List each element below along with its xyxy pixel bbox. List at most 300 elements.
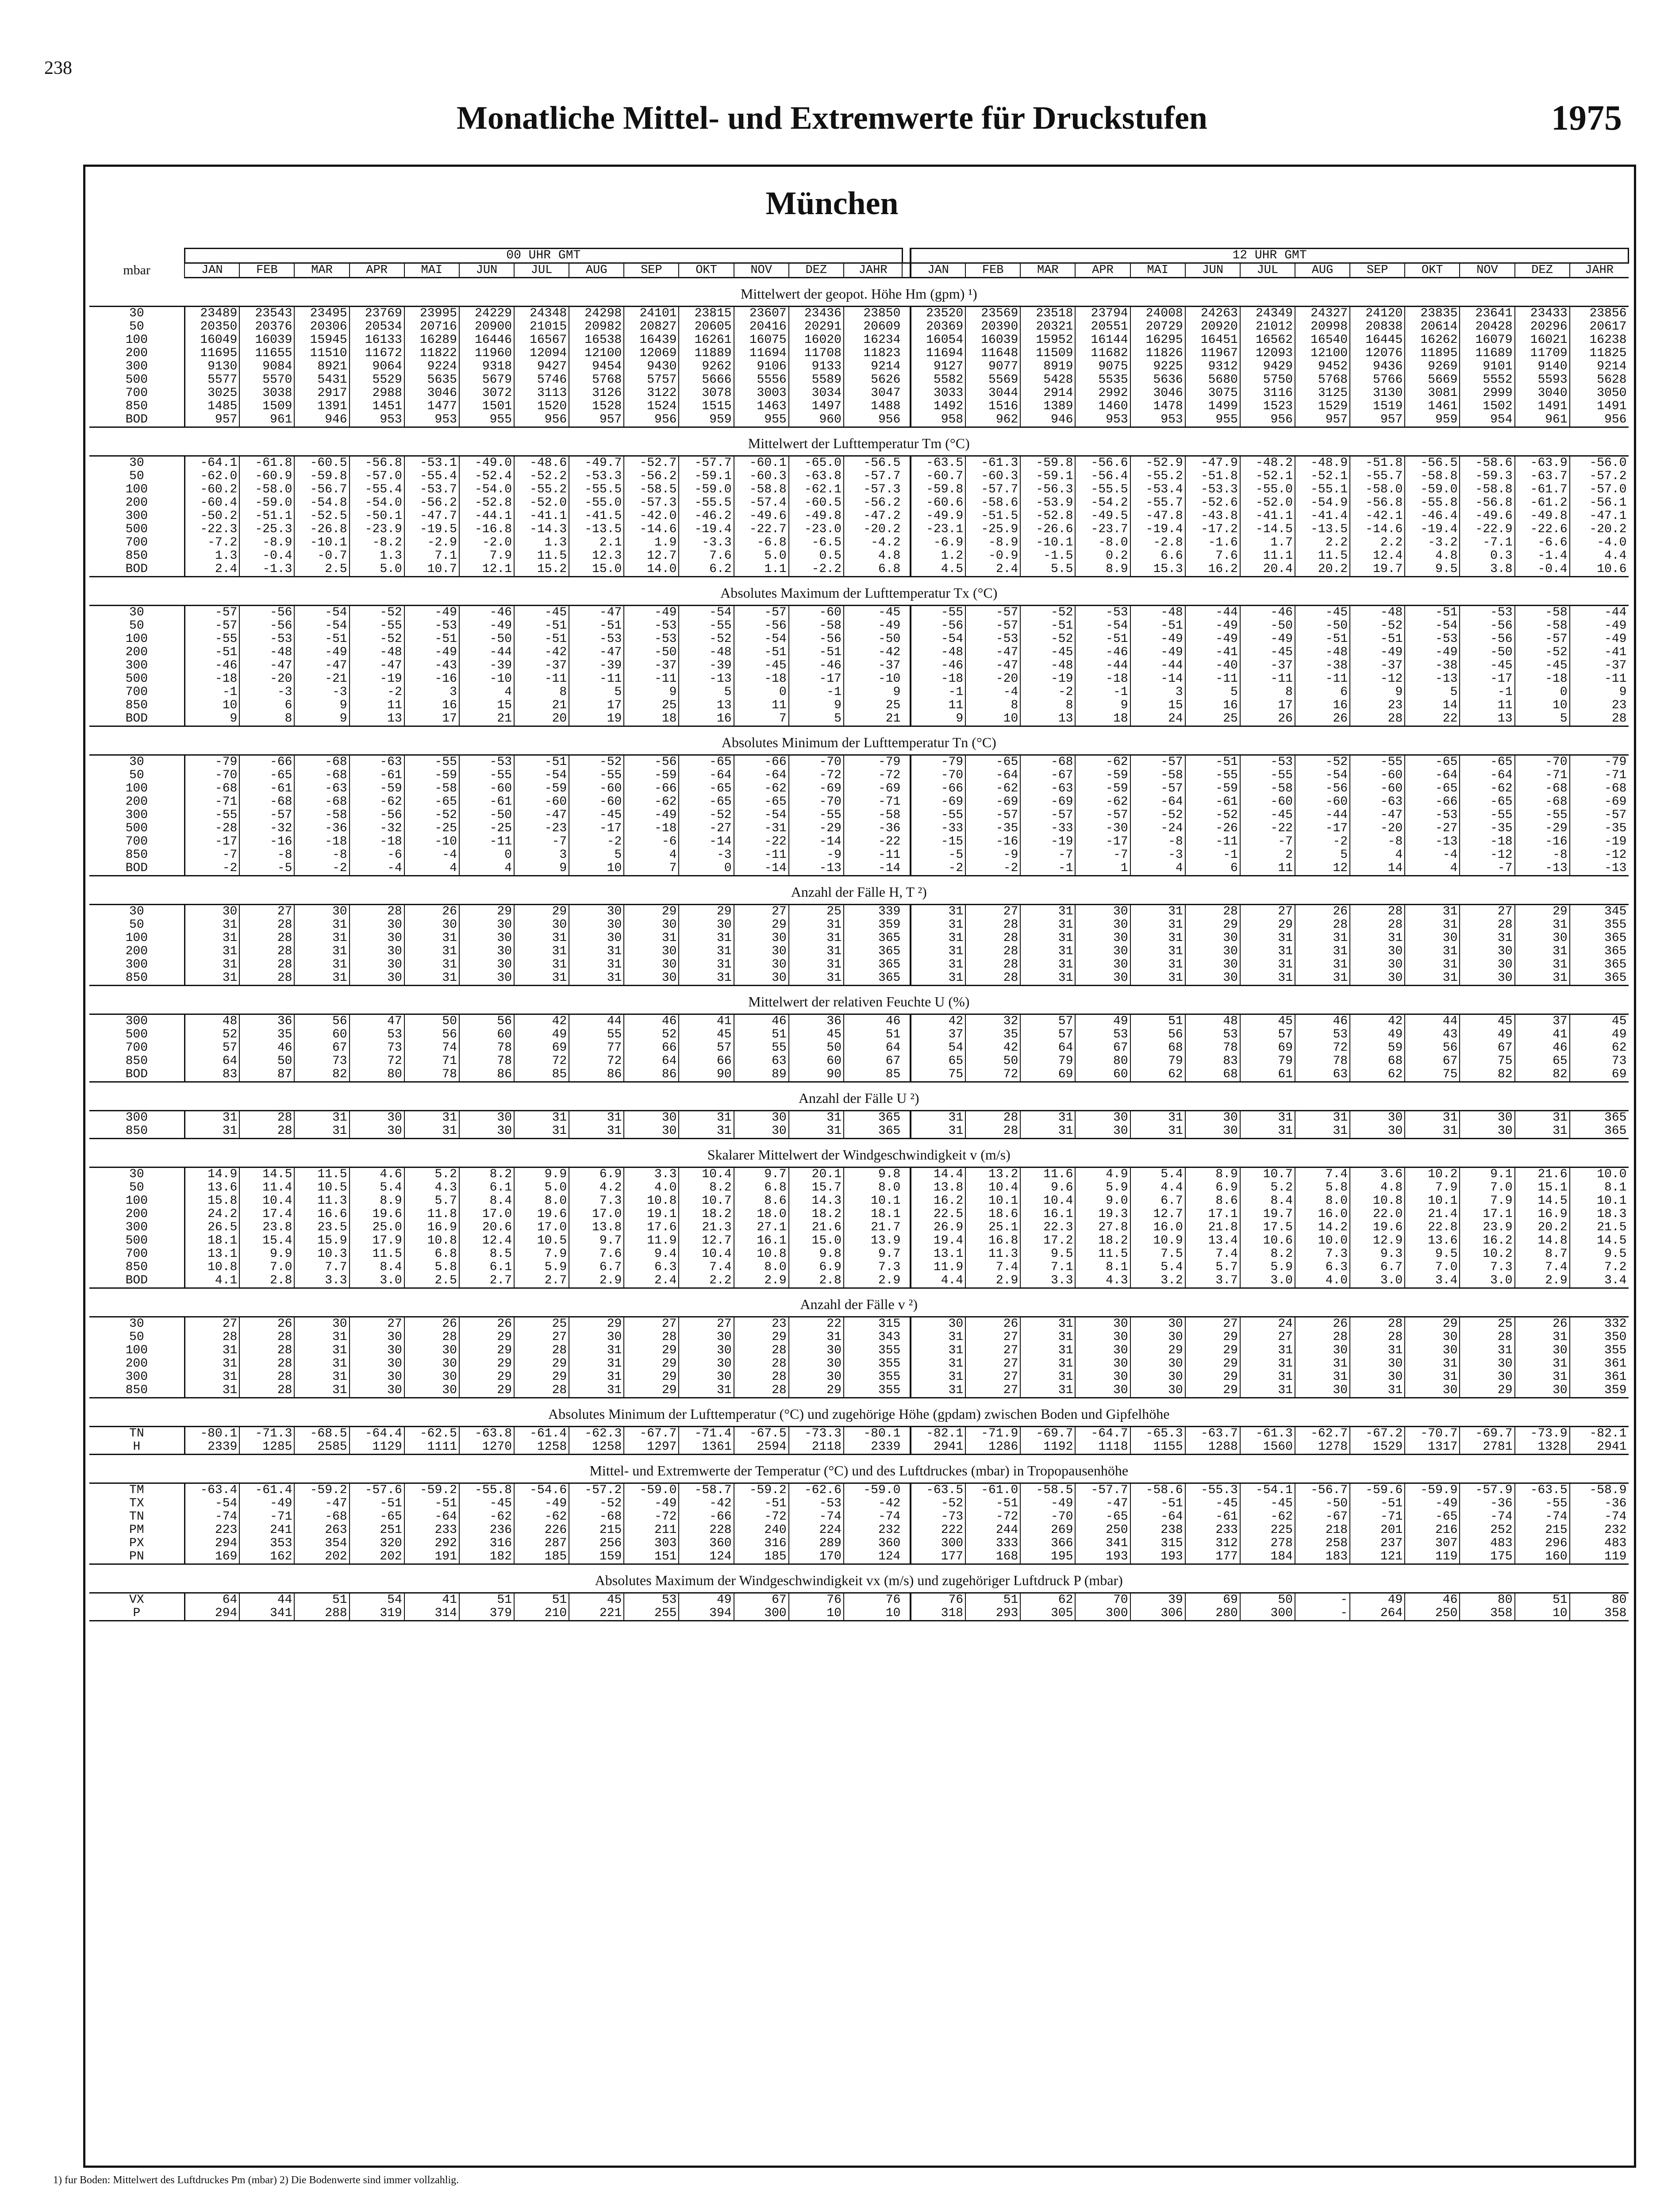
table-cell: -56.8 [350,456,404,470]
table-cell: 31 [184,1357,239,1371]
table-cell: -3.3 [679,536,734,549]
table-cell: 1155 [1130,1440,1185,1455]
table-cell: 16451 [1185,334,1240,347]
table-cell: 28 [965,972,1020,986]
table-cell: -59.2 [734,1483,789,1498]
table-cell: 31 [679,1125,734,1139]
row-label: 700 [89,387,184,400]
table-cell: 53 [1075,1028,1130,1041]
table-cell: -52.2 [514,470,569,483]
table-cell: 30 [789,1371,844,1384]
table-cell: 23520 [911,307,965,321]
table-cell: 1129 [350,1440,404,1455]
table-cell: 345 [1570,905,1629,919]
table-cell: -61 [350,769,404,782]
table-cell: 45 [789,1028,844,1041]
table-cell: -44 [1075,659,1130,672]
table-cell: 3046 [1130,387,1185,400]
table-cell: 365 [844,958,903,972]
table-cell: -19 [1020,672,1075,686]
table-cell: 956 [624,413,679,427]
table-row [89,795,1629,809]
table-cell: 8 [514,686,569,699]
table-row [89,1317,1629,1331]
table-cell: 28 [239,1331,294,1344]
table-cell: 73 [350,1041,404,1055]
row-label: VX [89,1593,184,1607]
table-cell: 9075 [1075,360,1130,373]
table-cell: 8.1 [1570,1181,1629,1194]
table-cell: 29 [624,905,679,919]
table-cell: 82 [294,1068,349,1082]
table-cell: 3072 [459,387,514,400]
table-cell: 307 [1405,1537,1460,1550]
row-label: BOD [89,563,184,577]
table-cell: 51 [1515,1593,1570,1607]
table-cell: -55.8 [1405,496,1460,510]
table-cell: 4.8 [1405,549,1460,563]
table-cell: -6.5 [789,536,844,549]
table-row [89,1384,1629,1398]
group-separator [902,932,911,945]
table-cell: 320 [350,1537,404,1550]
table-cell: 31 [911,958,965,972]
table-cell: 45 [679,1028,734,1041]
table-cell: 9.8 [789,1248,844,1261]
table-row [89,1041,1629,1055]
table-row [89,1510,1629,1524]
table-cell: -2 [350,686,404,699]
table-cell: 31 [1350,1384,1405,1398]
table-cell: -49 [1240,633,1295,646]
table-cell: -51 [789,646,844,659]
group-separator [902,795,911,809]
table-cell: -52 [404,809,459,822]
table-cell: 31 [1515,1331,1570,1344]
table-cell: 65 [911,1055,965,1068]
table-cell: -49 [624,606,679,620]
table-cell: 30 [1075,1357,1130,1371]
table-cell: -61 [1185,795,1240,809]
table-cell: -1.6 [1185,536,1240,549]
row-label: 100 [89,932,184,945]
table-cell: 4.4 [1130,1181,1185,1194]
table-cell: 30 [1350,972,1405,986]
table-cell: -70.7 [1405,1427,1460,1441]
table-cell: -64 [1130,1510,1185,1524]
table-cell: 26 [459,1317,514,1331]
table-cell: 80 [350,1068,404,1082]
table-cell: -52.8 [1020,510,1075,523]
table-cell: 68 [1185,1068,1240,1082]
table-cell: 13.1 [911,1248,965,1261]
table-cell: -57.4 [734,496,789,510]
table-cell: -55.5 [569,483,624,496]
table-cell: 30 [1350,1111,1405,1125]
table-cell: 16261 [679,334,734,347]
table-cell: -73.3 [789,1427,844,1441]
table-cell: 17.0 [459,1208,514,1221]
table-cell: 47 [350,1014,404,1029]
table-cell: 5 [569,686,624,699]
row-label: 50 [89,918,184,932]
table-cell: -46 [911,659,965,672]
table-cell: 27.1 [734,1221,789,1234]
table-cell: 1529 [1350,1440,1405,1455]
table-cell: -56 [734,619,789,633]
table-cell: 14.5 [239,1167,294,1182]
table-cell: 10 [789,1607,844,1621]
table-cell: 5.8 [404,1261,459,1274]
table-cell: -55.4 [404,470,459,483]
table-cell: -54.0 [350,496,404,510]
table-cell: 26 [1295,712,1350,726]
table-cell: -51.1 [239,510,294,523]
table-cell: -47.8 [1130,510,1185,523]
table-cell: -1 [1020,862,1075,876]
table-cell: 193 [1075,1550,1130,1564]
table-cell: 9269 [1405,360,1460,373]
table-cell: -50 [844,633,903,646]
table-cell: 26 [404,905,459,919]
table-cell: 332 [1570,1317,1629,1331]
table-cell: -51 [404,633,459,646]
table-cell: 79 [1130,1055,1185,1068]
table-cell: -64 [965,769,1020,782]
table-cell: -42.0 [624,510,679,523]
table-cell: 31 [789,945,844,958]
table-cell: 31 [911,1384,965,1398]
table-cell: -50 [624,646,679,659]
month-header-jun: JUN [1185,263,1240,278]
table-cell: -54 [1405,619,1460,633]
table-cell: 30 [1075,1371,1130,1384]
table-cell: -41 [1185,646,1240,659]
table-cell: 339 [844,905,903,919]
table-cell: 23995 [404,307,459,321]
table-cell: 31 [569,1344,624,1357]
row-label: 50 [89,619,184,633]
table-cell: 16020 [789,334,844,347]
table-cell: 31 [679,1384,734,1398]
table-cell: 15.9 [294,1234,349,1248]
table-row [89,1440,1629,1455]
table-cell: 23 [1350,699,1405,712]
table-cell: -62 [350,795,404,809]
table-cell: -57 [965,606,1020,620]
table-cell: 46 [624,1014,679,1029]
table-cell: 23.8 [239,1221,294,1234]
table-cell: 232 [1570,1524,1629,1537]
table-cell: 1278 [1295,1440,1350,1455]
table-cell: 31 [1295,1357,1350,1371]
table-cell: 24 [1130,712,1185,726]
table-cell: 315 [844,1317,903,1331]
table-cell: 20716 [404,320,459,334]
table-cell: -22.6 [1515,523,1570,536]
table-cell: 1460 [1075,400,1130,413]
table-cell: -1 [184,686,239,699]
table-cell: 21.4 [1405,1208,1460,1221]
section-title-row [89,577,1629,606]
table-cell: -11 [1185,835,1240,849]
table-cell: 218 [1295,1524,1350,1537]
table-cell: 169 [184,1550,239,1564]
table-cell: 119 [1405,1550,1460,1564]
table-cell: 7.9 [459,549,514,563]
table-cell: 244 [965,1524,1020,1537]
table-cell: 8.4 [1240,1194,1295,1208]
table-cell: 28 [239,945,294,958]
table-cell: 30 [1075,945,1130,958]
month-header-feb: FEB [965,263,1020,278]
table-row [89,456,1629,470]
table-cell: -59.2 [404,1483,459,1498]
table-cell: 9 [789,699,844,712]
table-cell: -15 [911,835,965,849]
table-row [89,782,1629,795]
table-cell: 278 [1240,1537,1295,1550]
table-cell: 30 [350,945,404,958]
table-cell: 56 [294,1014,349,1029]
table-cell: 2988 [350,387,404,400]
table-cell: -53 [1075,606,1130,620]
table-cell: -11 [459,835,514,849]
table-cell: -50 [1295,1497,1350,1510]
table-cell: 8.1 [1075,1261,1130,1274]
row-label: 200 [89,945,184,958]
table-cell: 3081 [1405,387,1460,400]
table-cell: 30 [350,1357,404,1371]
row-label: 300 [89,659,184,672]
table-cell: 31 [404,972,459,986]
table-cell: 30 [1405,1331,1460,1344]
table-cell: 19.7 [1350,563,1405,577]
table-cell: 90 [789,1068,844,1082]
table-cell: -59.8 [911,483,965,496]
table-cell: 1111 [404,1440,459,1455]
table-cell: 31 [1130,932,1185,945]
table-cell: 27 [184,1317,239,1331]
group-separator [902,862,911,876]
table-cell: 31 [294,1357,349,1371]
group-separator [902,563,911,577]
table-cell: 2118 [789,1440,844,1455]
table-cell: 7 [734,712,789,726]
table-cell: 30 [459,958,514,972]
table-cell: 1515 [679,400,734,413]
table-cell: 31 [911,972,965,986]
month-header-okt: OKT [1405,263,1460,278]
table-cell: -14 [679,835,734,849]
table-cell: -42.1 [1350,510,1405,523]
table-cell: 159 [569,1550,624,1564]
gmt-header-row [89,249,1629,263]
table-cell: 9262 [679,360,734,373]
row-label: BOD [89,1274,184,1288]
table-cell: 13 [350,712,404,726]
table-cell: -52 [569,755,624,769]
table-cell: -65 [239,769,294,782]
table-cell: 3044 [965,387,1020,400]
table-cell: 1118 [1075,1440,1130,1455]
table-cell: -63.5 [1515,1483,1570,1498]
table-cell: -6.6 [1515,536,1570,549]
table-cell: 6.3 [1295,1261,1350,1274]
table-cell: 31 [1460,932,1514,945]
table-cell: 8.0 [734,1261,789,1274]
table-cell: -60 [569,795,624,809]
table-cell: 76 [789,1593,844,1607]
table-cell: 14 [1405,699,1460,712]
table-cell: 10.9 [1130,1234,1185,1248]
table-cell: 23856 [1570,307,1629,321]
table-cell: -56.5 [1405,456,1460,470]
table-cell: 350 [1570,1331,1629,1344]
table-cell: 210 [514,1607,569,1621]
table-cell: -14.3 [514,523,569,536]
table-cell: 1509 [239,400,294,413]
month-header-jan: JAN [911,263,965,278]
table-cell: 16054 [911,334,965,347]
table-cell: 67 [734,1593,789,1607]
table-cell: -67.7 [624,1427,679,1441]
table-cell: -20 [239,672,294,686]
row-label: 850 [89,699,184,712]
row-label: 50 [89,320,184,334]
table-cell: 7.2 [1570,1261,1629,1274]
table-cell: 31 [1240,1384,1295,1398]
table-cell: 31 [1130,958,1185,972]
table-cell: 20390 [965,320,1020,334]
table-cell: -29 [789,822,844,835]
table-cell: 28 [239,1125,294,1139]
table-cell: -13.5 [1295,523,1350,536]
table-cell: -56.2 [624,470,679,483]
table-cell: 12069 [624,347,679,360]
table-cell: 0.3 [1460,549,1514,563]
table-cell: -8.0 [1075,536,1130,549]
table-cell: 22 [1405,712,1460,726]
table-cell: 170 [789,1550,844,1564]
table-cell: -17.2 [1185,523,1240,536]
table-cell: 64 [1020,1041,1075,1055]
table-cell: 23.5 [294,1221,349,1234]
row-label: 500 [89,1028,184,1041]
table-cell: -56 [239,619,294,633]
table-cell: -20 [1350,822,1405,835]
table-cell: 9 [1570,686,1629,699]
table-cell: 31 [1240,945,1295,958]
table-cell: 31 [1405,905,1460,919]
table-cell: -63.9 [1515,456,1570,470]
table-row [89,769,1629,782]
table-cell: 72 [1295,1041,1350,1055]
table-cell: 177 [1185,1550,1240,1564]
row-label: 30 [89,606,184,620]
table-cell: -9 [965,849,1020,862]
table-cell: 16295 [1130,334,1185,347]
table-cell: -57 [965,619,1020,633]
table-cell: 8.0 [1295,1194,1350,1208]
row-label: TX [89,1497,184,1510]
table-cell: 31 [1020,1357,1075,1371]
table-cell: 31 [404,958,459,972]
table-cell: 30 [1460,945,1514,958]
row-label: 100 [89,1194,184,1208]
table-cell: -68 [294,769,349,782]
group-separator [902,619,911,633]
table-cell: -64 [1130,795,1185,809]
group-separator [902,918,911,932]
table-cell: 29 [624,1371,679,1384]
table-cell: -55.5 [679,496,734,510]
table-cell: 9 [844,686,903,699]
table-cell: -71.3 [239,1427,294,1441]
table-cell: -45 [1240,646,1295,659]
table-cell: -52.6 [1185,496,1240,510]
table-cell: 8.5 [459,1248,514,1261]
table-cell: 5552 [1460,373,1514,387]
table-cell: -51 [184,646,239,659]
table-cell: -51 [734,1497,789,1510]
row-label: 200 [89,1357,184,1371]
table-row [89,483,1629,496]
table-cell: 56 [1130,1028,1185,1041]
table-cell: 16 [404,699,459,712]
table-cell: 7.3 [844,1261,903,1274]
table-cell: -49.6 [1460,510,1514,523]
table-cell: -66 [1405,795,1460,809]
table-cell: 202 [294,1550,349,1564]
table-cell: 1.3 [184,549,239,563]
table-cell: -7 [514,835,569,849]
table-cell: 51 [844,1028,903,1041]
table-cell: -1 [1075,686,1130,699]
table-cell: 31 [789,1111,844,1125]
table-cell: -74 [789,1510,844,1524]
table-cell: 27 [679,1317,734,1331]
group-separator [902,400,911,413]
table-cell: -52.7 [624,456,679,470]
table-cell: 1.9 [624,536,679,549]
table-cell: 23495 [294,307,349,321]
table-cell: -60 [1350,782,1405,795]
table-cell: -67.2 [1350,1427,1405,1441]
table-cell: 17.0 [569,1208,624,1221]
row-label: 850 [89,1055,184,1068]
table-cell: -12 [1570,849,1629,862]
table-cell: 3038 [239,387,294,400]
table-cell: -52 [1020,633,1075,646]
table-cell: 28 [350,905,404,919]
table-cell: 31 [1130,1125,1185,1139]
table-cell: 8.9 [1075,563,1130,577]
table-cell: -8 [239,849,294,862]
table-cell: 8.4 [350,1261,404,1274]
table-cell: 29 [569,1317,624,1331]
table-cell: 30 [569,905,624,919]
group-separator [902,1014,911,1029]
table-cell: -46 [789,659,844,672]
group-separator [902,510,911,523]
table-cell: -48 [1350,606,1405,620]
table-cell: 12.7 [1130,1208,1185,1221]
table-cell: 11.5 [514,549,569,563]
table-cell: 31 [184,1344,239,1357]
table-cell: 1478 [1130,400,1185,413]
group-separator [902,1427,911,1441]
